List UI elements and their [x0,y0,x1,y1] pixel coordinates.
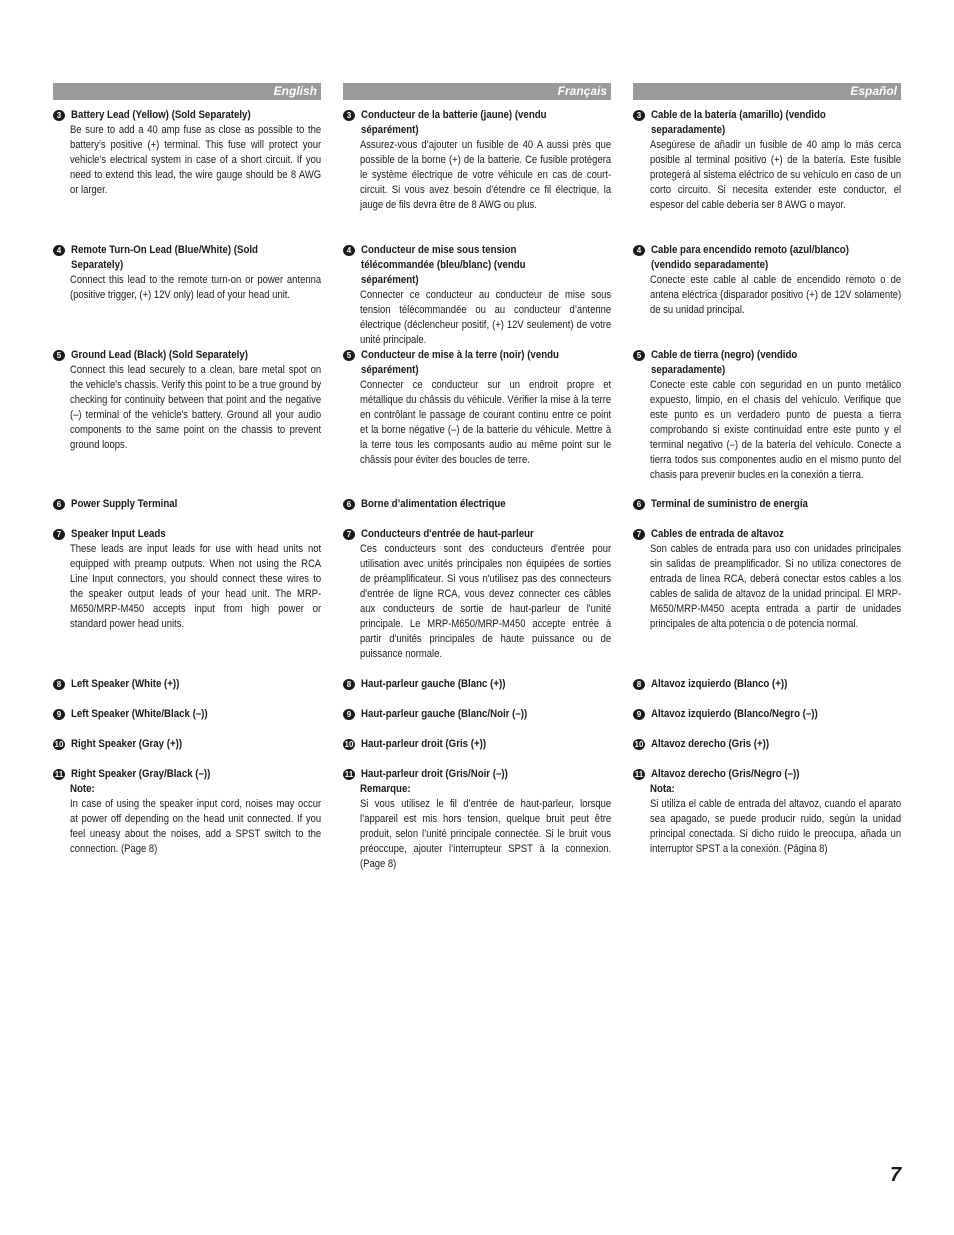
item-header [53,767,321,782]
item-title: Conducteur de mise à la terre (noir) (vendu séparément) [361,349,559,376]
item-note-label: Note: [70,783,95,795]
item-8 [343,677,611,692]
item-8 [633,677,901,692]
item-header [53,737,321,752]
item-title: Left Speaker (White/Black (–)) [71,708,208,720]
item-header [53,707,321,722]
item-number-badge: 6 [633,499,645,510]
item-5 [633,348,901,483]
item-body: Son cables de entrada para uso con unidades principales sin salidas de preamplificador. Si no utiliza conectores de entrada de línea RCA, deberá conectar estos cables a los cables de salida de altavoz de la unidad principal. El MRP-M650/MRP-M450 acepta entrada a partir de unidades principales de alta potencia o de potencia normal. [650,543,902,630]
item-8 [53,677,321,692]
item-11 [633,767,901,857]
item-number-badge: 7 [633,529,645,540]
item-body: Assurez-vous d’ajouter un fusible de 40 A aussi près que possible de la borne (+) de la batterie. Ce fusible protégera le système électrique de votre véhicule en cas de court-circuit. Si vous avez besoin d’étendre ce fil électrique, la jauge de fils devra être de 8 AWG ou plus. [360,139,612,211]
item-title: Haut-parleur droit (Gris (+)) [361,738,487,750]
item-3 [343,108,611,213]
item-number-badge: 5 [343,350,355,361]
item-number-badge: 4 [343,245,355,256]
item-body: Connect this lead securely to a clean, bare metal spot on the vehicle's chassis. Verify this point to be a true ground by checking for continuity between that point and the negative (–) terminal of the vehicle's battery. Ground all your audio components to the same point on the chassis to prevent ground loops. [70,364,322,451]
item-10 [53,737,321,752]
item-number-badge: 9 [343,709,355,720]
item-title: Altavoz izquierdo (Blanco (+)) [651,678,788,690]
item-3 [53,108,321,198]
item-header [343,707,611,722]
item-6 [343,497,611,512]
item-header [53,348,321,363]
item-title: Conducteurs d'entrée de haut-parleur [361,528,534,540]
item-number-badge: 8 [53,679,65,690]
item-number-badge: 8 [343,679,355,690]
column-french [343,83,612,870]
item-title: Left Speaker (White (+)) [71,678,180,690]
item-header [633,707,901,722]
item-note-label: Nota: [650,783,675,795]
item-number-badge: 11 [634,770,644,779]
item-header [633,243,901,273]
item-9 [633,707,901,722]
item-body: Connect this lead to the remote turn-on or power antenna (positive trigger, (+) 12V only) lead of your head unit. [70,274,322,301]
item-7 [343,527,611,662]
item-title: Right Speaker (Gray/Black (–)) [71,768,211,780]
item-number-badge: 10 [634,740,644,749]
item-number-badge: 9 [53,709,65,720]
language-header: English [53,83,321,100]
item-4 [53,243,321,303]
item-number-badge: 6 [53,499,65,510]
item-header [633,108,901,138]
item-title: Haut-parleur gauche (Blanc/Noir (–)) [361,708,528,720]
item-6 [633,497,901,512]
item-title: Terminal de suministro de energía [651,498,808,510]
item-4 [633,243,901,318]
item-5 [343,348,611,468]
item-header [343,767,611,782]
item-header [633,767,901,782]
item-title: Speaker Input Leads [71,528,166,540]
item-header [53,677,321,692]
item-number-badge: 7 [53,529,65,540]
language-header: Español [633,83,901,100]
item-title: Battery Lead (Yellow) (Sold Separately) [71,109,251,121]
item-header [633,677,901,692]
item-title: Borne d’alimentation électrique [361,498,506,510]
item-5 [53,348,321,453]
item-body: Asegúrese de añadir un fusible de 40 amp lo más cerca posible al terminal positivo (+) de la batería. Este fusible protegerá al sistema eléctrico de su vehículo en caso de un corto circuito. Si necesita extender este conductor, el espesor del cable debería ser 8 AWG o mayor. [650,139,902,211]
item-number-badge: 6 [343,499,355,510]
item-title: Cable para encendido remoto (azul/blanco) (vendido separadamente) [651,244,849,271]
item-number-badge: 10 [344,740,354,749]
item-body: In case of using the speaker input cord, noises may occur at power off depending on the head unit connected. If you feel uneasy about the noises, add a SPST switch to the connection. (Page 8) [70,798,322,855]
item-number-badge: 10 [54,740,64,749]
item-header [53,243,321,273]
item-header [53,497,321,512]
item-header [343,348,611,378]
page-number: 7 [890,1164,902,1186]
item-title: Conducteur de la batterie (jaune) (vendu séparément) [361,109,547,136]
item-number-badge: 3 [53,110,65,121]
item-header [633,527,901,542]
language-header: Français [343,83,611,100]
item-body: Be sure to add a 40 amp fuse as close as possible to the battery’s positive (+) terminal. This fuse will protect your vehicle’s electrical system in case of a short circuit. If you need to extend this lead, the wire gauge should be 8 AWG or larger. [70,124,322,196]
item-number-badge: 3 [343,110,355,121]
item-header [53,108,321,123]
column-spanish [633,83,902,855]
item-header [343,677,611,692]
item-6 [53,497,321,512]
item-number-badge: 11 [344,770,354,779]
item-body: Connecter ce conducteur au conducteur de mise sous tension télécommandée ou au conducteur d’antenne électrique (déclencheur positif, (+) 12V seulement) de votre unité principale. [360,289,612,346]
item-body: Conecte este cable con seguridad en un punto metálico expuesto, limpio, en el chasis del vehículo. Verifique que este punto es un verdadero punto de puesta a tierra comprobando si existe continuidad entre este punto y el terminal negativo (–) de la batería del vehículo. Conecte a tierra todos sus componentes audio en el mismo punto del chasis para prevenir bucles en la conexión a tierra. [650,379,902,481]
item-header [343,243,611,288]
item-number-badge: 4 [53,245,65,256]
item-number-badge: 8 [633,679,645,690]
item-header [343,497,611,512]
item-number-badge: 5 [53,350,65,361]
item-body: Si vous utilisez le fil d’entrée de haut-parleur, lorsque l’appareil est mis hors tension, quelque bruit peut être produit, selon l’unité principale connectée. Si le bruit vous préoccupe, ajouter l’interrupteur SPST à la connexion. (Page 8) [360,798,612,870]
item-9 [53,707,321,722]
item-9 [343,707,611,722]
item-note-label: Remarque: [360,783,411,795]
item-title: Cable de tierra (negro) (vendido separadamente) [651,349,798,376]
item-header [343,108,611,138]
item-header [53,527,321,542]
item-body: Ces conducteurs sont des conducteurs d'entrée pour utilisation avec unités principales non équipées de sorties de préamplificateur. Si vous n'utilisez pas des connecteurs d'entrée de ligne RCA, vous devez connecter ces câbles aux conducteurs de sortie de haut-parleur de l'unité principale. Le MRP-M650/MRP-M450 accepte entrée à partir d'unités principales de haute puissance ou de puissance normale. [360,543,612,660]
item-number-badge: 9 [633,709,645,720]
column-english [53,83,322,855]
item-header [633,348,901,378]
item-title: Cable de la batería (amarillo) (vendido separadamente) [651,109,826,136]
item-number-badge: 4 [633,245,645,256]
item-title: Right Speaker (Gray (+)) [71,738,183,750]
item-title: Power Supply Terminal [71,498,178,510]
item-title: Conducteur de mise sous tension télécommandée (bleu/blanc) (vendu séparément) [361,244,526,286]
item-title: Cables de entrada de altavoz [651,528,784,540]
item-body: Si utiliza el cable de entrada del altavoz, cuando el aparato sea apagado, se puede producir ruido, según la unidad principal conectada. Si dicho ruido le preocupa, añada un interruptor SPST a la conexión. (Página 8) [650,798,902,855]
item-title: Altavoz izquierdo (Blanco/Negro (–)) [651,708,818,720]
item-number-badge: 5 [633,350,645,361]
item-7 [53,527,321,632]
item-title: Altavoz derecho (Gris/Negro (–)) [651,768,800,780]
item-body: Connecter ce conducteur sur un endroit propre et métallique du châssis du véhicule. Vérifier la mise à la terre en contrôlant le passage de courant continu entre ce point et la borne négative (–) de la batterie du véhicule. Mettre à la terre tous les composants audio au même point sur le châssis pour éviter des boucles de terre. [360,379,612,466]
item-number-badge: 7 [343,529,355,540]
item-header [343,737,611,752]
item-11 [53,767,321,857]
item-title: Altavoz derecho (Gris (+)) [651,738,770,750]
item-title: Remote Turn-On Lead (Blue/White) (Sold Separately) [71,244,258,271]
item-header [633,737,901,752]
item-title: Ground Lead (Black) (Sold Separately) [71,349,248,361]
item-body: Conecte este cable al cable de encendido remoto o de antena eléctrica (disparador positivo (+) de 12V solamente) de su unidad principal. [650,274,902,316]
item-10 [343,737,611,752]
item-number-badge: 11 [54,770,64,779]
item-3 [633,108,901,213]
item-7 [633,527,901,632]
item-title: Haut-parleur droit (Gris/Noir (–)) [361,768,508,780]
item-10 [633,737,901,752]
item-title: Haut-parleur gauche (Blanc (+)) [361,678,506,690]
item-4 [343,243,611,348]
item-11 [343,767,611,872]
item-body: These leads are input leads for use with head units not equipped with preamp outputs. When not using the RCA Line Input connectors, you should connect these wires to the speaker output leads of your head unit. The MRP-M650/MRP-M450 accepts input from high power or standard power head units. [70,543,322,630]
item-number-badge: 3 [633,110,645,121]
item-header [633,497,901,512]
item-header [343,527,611,542]
